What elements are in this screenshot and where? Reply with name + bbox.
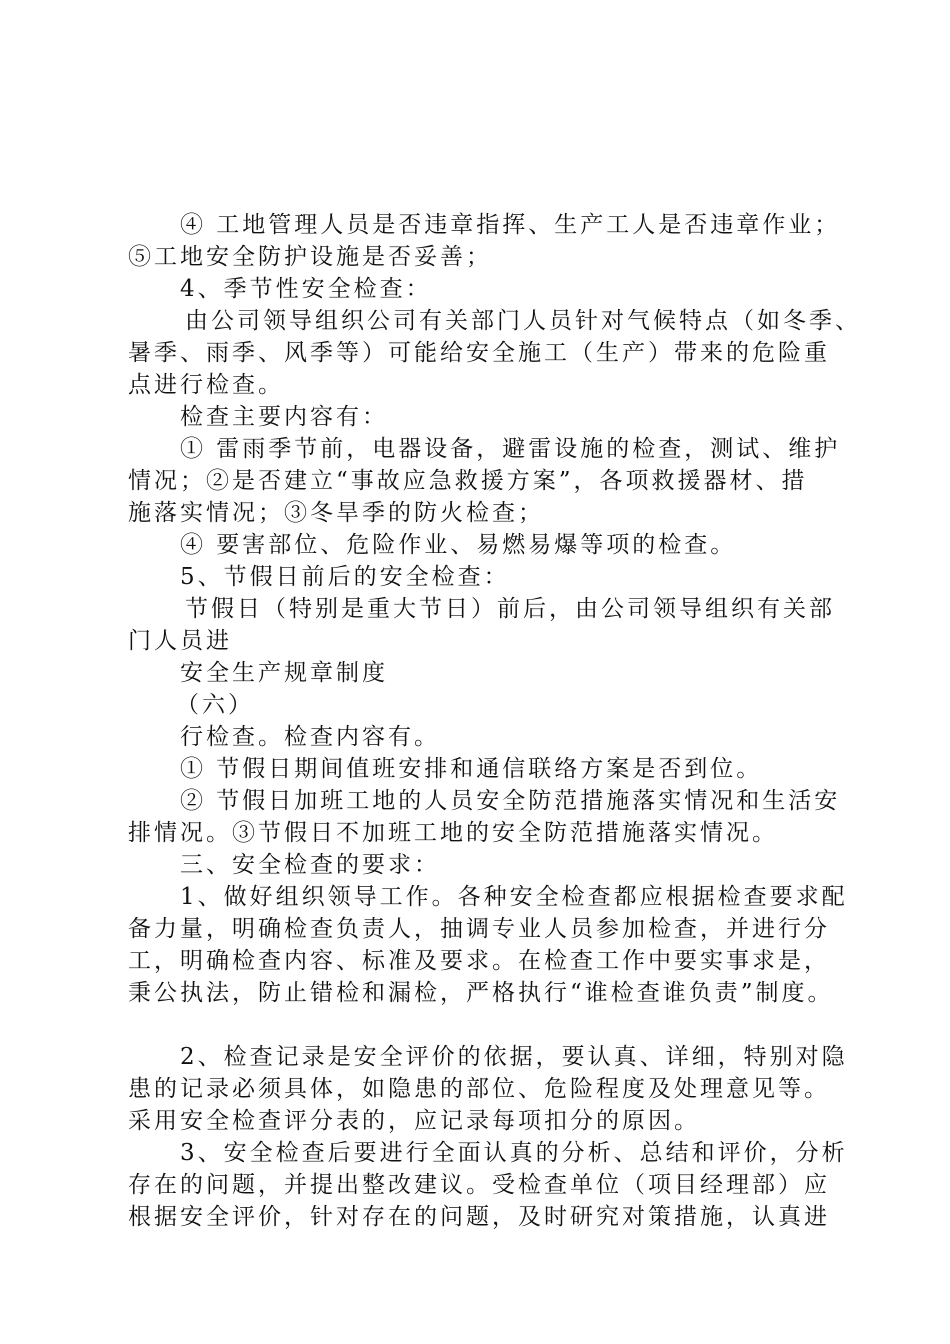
text-line: 检查主要内容有： <box>180 404 388 430</box>
text-line: 患的记录必须具体，如隐患的部位、危险程度及处理意见等。 <box>128 1076 830 1102</box>
section-heading: 5、节假日前后的安全检查： <box>180 564 510 590</box>
text-line: 存在的问题，并提出整改建议。受检查单位（项目经理部）应 <box>128 1172 830 1198</box>
text-line: ④ 工地管理人员是否违章指挥、生产工人是否违章作业； <box>180 212 841 238</box>
section-heading: 三、安全检查的要求： <box>180 852 440 878</box>
text-line: 情况；②是否建立“事故应急救援方案”，各项救援器材、措 <box>128 468 808 494</box>
text-line: 3、安全检查后要进行全面认真的分析、总结和评价，分析 <box>180 1140 848 1166</box>
text-line: 门人员进 <box>128 628 232 654</box>
text-line: 节假日（特别是重大节日）前后，由公司领导组织有关部 <box>185 596 835 622</box>
inserted-subtitle: （六） <box>176 692 254 718</box>
text-line: ⑤工地安全防护设施是否妥善； <box>128 244 492 270</box>
text-line: 工，明确检查内容、标准及要求。在检查工作中要实事求是， <box>128 948 830 974</box>
text-line: 施落实情况；③冬旱季的防火检查； <box>128 500 544 526</box>
text-line: 秉公执法，防止错检和漏检，严格执行“谁检查谁负责”制度。 <box>128 980 834 1006</box>
text-line: ② 节假日加班工地的人员安全防范措施落实情况和生活安 <box>180 788 841 814</box>
text-line: 行检查。检查内容有。 <box>180 724 440 750</box>
text-line: 采用安全检查评分表的，应记录每项扣分的原因。 <box>128 1108 700 1134</box>
section-heading: 4、季节性安全检查： <box>180 276 432 302</box>
inserted-title: 安全生产规章制度 <box>180 660 388 686</box>
text-line: 2、检查记录是安全评价的依据，要认真、详细，特别对隐 <box>180 1044 848 1070</box>
text-line: 点进行检查。 <box>128 372 284 398</box>
text-line: 备力量，明确检查负责人，抽调专业人员参加检查，并进行分 <box>128 916 830 942</box>
text-line: 暑季、雨季、风季等）可能给安全施工（生产）带来的危险重 <box>128 340 830 366</box>
text-line: 1、做好组织领导工作。各种安全检查都应根据检查要求配 <box>180 884 848 910</box>
text-line: 排情况。③节假日不加班工地的安全防范措施落实情况。 <box>128 820 778 846</box>
text-line: ④ 要害部位、危险作业、易燃易爆等项的检查。 <box>180 532 737 558</box>
text-line: 由公司领导组织公司有关部门人员针对气候特点（如冬季、 <box>185 308 861 334</box>
text-line: ① 节假日期间值班安排和通信联络方案是否到位。 <box>180 756 763 782</box>
text-line: ① 雷雨季节前，电器设备，避雷设施的检查，测试、维护 <box>180 436 841 462</box>
text-line: 根据安全评价，针对存在的问题，及时研究对策措施，认真进 <box>128 1204 830 1230</box>
